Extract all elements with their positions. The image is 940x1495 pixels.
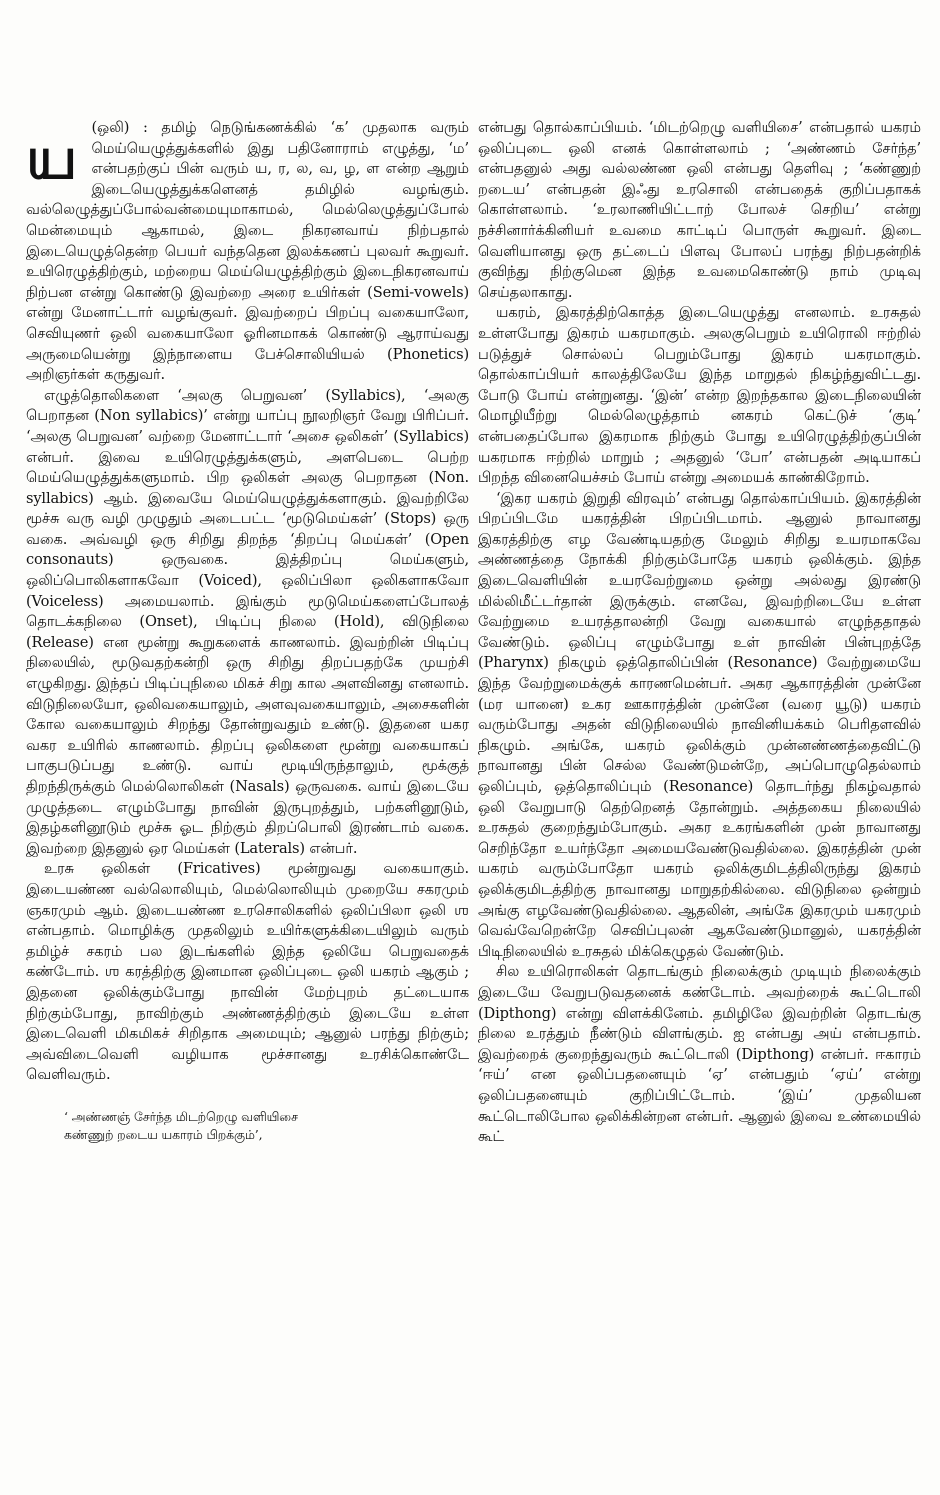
paragraph: சில உயிரொலிகள் தொடங்கும் நிலைக்கும் முடியும் நிலைக்கும் இடையே வேறுபடுவதனைக் கண்டோம். அவற்றைக் கூட்டொலி (Dipthong) என்று விளக்கினேம். தமிழிலே இவற்றின் தொடங்கு நிலை உரத்தும் நீண்டும் விளங்கும். ஐ என்பது அய் என்பதாம். இவற்றைக் குறைந்துவரும் கூட்டொலி (Dipthong) என்பர். ஈகாரம் ‘ஈய்’ என ஒலிப்பதனையும் ‘ஏ’ என்பதும் ‘ஏய்’ என்று ஒலிப்பதனையும் குறிப்பிட்டோம். ‘இய்’ முதலியன கூட்டொலிபோல ஒலிக்கின்றன என்பர். ஆனுல் இவை உண்மையில் கூட் <box>478 963 921 1146</box>
paragraph: யகரம், இகரத்திற்கொத்த இடையெழுத்து எனலாம். உரசுதல் உள்ளபோது இகரம் யகரமாகும். அலகுபெறும் உயிரொலி ஈற்றில் படுத்துச் சொல்லப் பெறும்போது இகரம் யகரமாகும். தொல்காப்பியர் காலத்திலேயே இந்த மாறுதல் நிகழ்ந்துவிட்டது. போடு போய் என்றுனது. ‘இன்’ என்ற இறந்தகால இடைநிலையின் மொழியீற்று மெல்லெழுத்தாம் னகரம் கெட்டுச் ‘குடி’ என்பதைப்போல இகரமாக நிற்கும் போது உயிரெழுத்திற்குப்பின் யகரமாக ஈற்றில் மாறும் ; அதனுல் ‘போ’ என்பதன் அடியாகப் பிறந்த வினையெச்சம் போய் என்று அமையக் காண்கிறோம். <box>478 304 921 487</box>
drop-cap: ய <box>26 123 76 193</box>
right-column <box>478 118 921 1148</box>
paragraph: ‘இகர யகரம் இறுதி விரவும்’ என்பது தொல்காப்பியம். இகரத்தின் பிறப்பிடமே யகரத்தின் பிறப்பிடமாம். ஆனுல் நாவானது இகரத்திற்கு எழ வேண்டியதற்கு மேலும் சிறிது உயரமாகவே அண்ணத்தை நோக்கி நிற்கும்போதே யகரம் ஒலிக்கும். இந்த இடைவெளியின் உயரவேற்றுமை ஒன்று அல்லது இரண்டு மில்லிமீட்டர்தான் இருக்கும். எனவே, இவற்றிடையே உள்ள வேற்றுமை உயரத்தாலன்றி வேறு வகையால் எழுந்ததாதல் வேண்டும். ஒலிப்பு எழும்போது உள் நாவின் பின்புறத்தே (Pharynx) நிகழும் ஒத்தொலிப்பின் (Resonance) வேற்றுமையே இந்த வேற்றுமைக்குக் காரணமென்பர். அகர ஆகாரத்தின் முன்னே (மர யானை) உகர ஊகாரத்தின் முன்னே (வரை யூடு) யகரம் வரும்போது அதன் விடுநிலையில் நாவினியக்கம் பெரிதளவில் நிகழும். அங்கே, யகரம் ஒலிக்கும் முன்னண்ணத்தைவிட்டு நாவானது பின் செல்ல வேண்டுமன்றே, அப்பொழுதெல்லாம் ஒலிப்பும், ஒத்தொலிப்பும் (Resonance) தொடர்ந்து நிகழ்வதால் ஒலி வேறுபாடு தெற்றெனத் தோன்றும். அத்தகைய நிலையில் உரசுதல் குறைந்தும்போகும். அகர உகரங்களின் முன் நாவானது செறிந்தோ உயர்ந்தோ அமையவேண்டுவதில்லை. இகரத்தின் முன் யகரம் வரும்போதோ யகரம் ஒலிக்குமிடத்திலிருந்து இகரம் ஒலிக்குமிடத்திற்கு நாவானது மாறுதற்கில்லை. விடுநிலை ஒன்றும் அங்கு எழவேண்டுவதில்லை. ஆதலின், அங்கே இகரமும் யகரமும் வெவ்வேறென்றே செவிப்புலன் ஆகவேண்டுமானுல், யகரத்தின் பிடிநிலையில் உரசுதல் மிக்கெழுதல் வேண்டும். <box>478 489 921 960</box>
paragraph: உரசு ஒலிகள் (Fricatives) மூன்றுவது வகையாகும். இடையண்ண வல்லொலியும், மெல்லொலியும் முறையே சகரமும் ஞகரமும் ஆம். இடையண்ண உரசொலிகளில் ஒலிப்பிலா ஒலி ஶ என்பதாம். மொழிக்கு முதலிலும் உயிர்களுக்கிடையிலும் வரும் தமிழ்ச் சகரம் பல இடங்களில் இந்த ஒலியே பெறுவதைக் கண்டோம். ஶ கரத்திற்கு இனமான ஒலிப்புடை ஒலி யகரம் ஆகும் ; இதனை ஒலிக்கும்போது நாவின் மேற்புறம் தட்டையாக நிற்கும்போது, நாவிற்கும் அண்ணத்திற்கும் இடையே உள்ள இடைவெளி மிகமிகச் சிறிதாக அமையும்; ஆனுல் பரந்து நிற்கும்; அவ்விடைவெளி வழியாக மூச்சானது உரசிக்கொண்டே வெளிவரும். <box>26 860 469 1084</box>
paragraph: (ஒலி) : தமிழ் நெடுங்கணக்கில் ‘க’ முதலாக வரும் மெய்யெழுத்துக்களில் இது பதினோராம் எழுத்து, ‘ம’ என்பதற்குப் பின் வரும் ய, ர, ல, வ, ழ, ள என்ற ஆறும் இடையெழுத்துக்களெனத் தமிழில் வழங்கும். வல்லெழுத்துப்போல்வன்மையுமாகாமல், மெல்லெழுத்துப்போல் மென்மையும் ஆகாமல், இடை நிகரனவாய் நிற்பதால் இடையெழுத்தென்ற பெயர் வந்ததென இலக்கணப் புலவர் கூறுவர். உயிரெழுத்திற்கும், மற்றைய மெய்யெழுத்திற்கும் இடைநிகரனவாய் நிற்பன என்று கொண்டு இவற்றை அரை உயிர்கள் (Semi-vowels) என்று மேனாட்டார் வழங்குவர். இவற்றைப் பிறப்பு வகையாலோ, செவியுணர் ஒலி வகையாலோ ஓரினமாகக் கொண்டு ஆராய்வது அருமையென்று இந்நாளைய பேச்சொலியியல் (Phonetics) அறிஞர்கள் கருதுவர். <box>26 119 469 384</box>
verse-quote <box>64 1108 469 1144</box>
paragraph: எழுத்தொலிகளை ‘அலகு பெறுவன’ (Syllabics), ‘அலகு பெறாதன (Non syllabics)’ என்று யாப்பு நூலறிஞர் வேறு பிரிப்பர். ‘அலகு பெறுவன’ வற்றை மேனாட்டார் ‘அசை ஒலிகள்’ (Syllabics) என்பர். இவை உயிரெழுத்துக்களும், அளபெடை பெற்ற மெய்யெழுத்துக்களுமாம். பிற ஒலிகள் அலகு பெறாதன (Non. syllabics) ஆம். இவையே மெய்யெழுத்துக்களாகும். இவற்றிலே மூச்சு வரு வழி முழுதும் அடைபட்ட ‘மூடுமெய்கள்’ (Stops) ஒரு வகை. அவ்வழி ஒரு சிறிது திறந்த ‘திறப்பு மெய்கள்’ (Open consonauts) ஒருவகை. இத்திறப்பு மெய்களும், ஒலிப்பொலிகளாகவோ (Voiced), ஒலிப்பிலா ஒலிகளாகவோ (Voiceless) அமையலாம். இங்கும் மூடுமெய்களைப்போலத் தொடக்கநிலை (Onset), பிடிப்பு நிலை (Hold), விடுநிலை (Release) என மூன்று கூறுகளைக் காணலாம். இவற்றின் பிடிப்பு நிலையில், மூடுவதற்கன்றி ஒரு சிறிது திறப்பதற்கே முயற்சி எழுகிறது. இந்தப் பிடிப்புநிலை மிகச் சிறு கால அளவினது எனலாம். விடுநிலையோ, ஒலிவகையாலும், அளவுவகையாலும், அசைகளின் கோல வகையாலும் சிறந்து தோன்றுவதும் உண்டு. இதனை யகர வகர உயிரில் காணலாம். திறப்பு ஒலிகளை மூன்று வகையாகப் பாகுபடுப்பது உண்டு. வாய் மூடியிருந்தாலும், மூக்குத் திறந்திருக்கும் மெல்லொலிகள் (Nasals) ஒருவகை. வாய் இடையே முழுத்தடை எழும்போது நாவின் இருபுறத்தும், பற்களினூடும், இதழ்களினூடும் மூச்சு ஓட நிற்கும் திறப்பொலி இரண்டாம் வகை. இவற்றை இதனுல் ஒர மெய்கள் (Laterals) என்பர். <box>26 386 469 857</box>
paragraph: என்பது தொல்காப்பியம். ‘மிடற்றெழு வளியிசை’ என்பதால் யகரம் ஒலிப்புடை ஒலி எனக் கொள்ளலாம் ; ‘அண்ணம் சேர்ந்த’ என்பதனுல் அது வல்லண்ண ஒலி என்பது தெளிவு ; ‘கண்ணுற் றடைய’ என்பதன் இஃது உரசொலி என்பதைக் குறிப்பதாகக் கொள்ளலாம். ‘உரலாணியிட்டாற் போலச் செறிய’ என்று நச்சினார்க்கினியர் உவமை காட்டிப் பொருள் கூறுவர். இடை வெளியானது ஒரு தட்டைப் பிளவு போலப் பரந்து நிற்பதன்றிக் குவிந்து நிற்குமென இந்த உவமைகொண்டு நாம் முடிவு செய்தலாகாது. <box>478 119 921 301</box>
verse-line: கண்ணுற் றடைய யகாரம் பிறக்கும்’, <box>64 1126 263 1142</box>
left-column <box>26 118 469 1144</box>
verse-line: ‘ அண்ணஞ் சேர்ந்த மிடற்றெழு வளியிசை <box>64 1108 298 1124</box>
